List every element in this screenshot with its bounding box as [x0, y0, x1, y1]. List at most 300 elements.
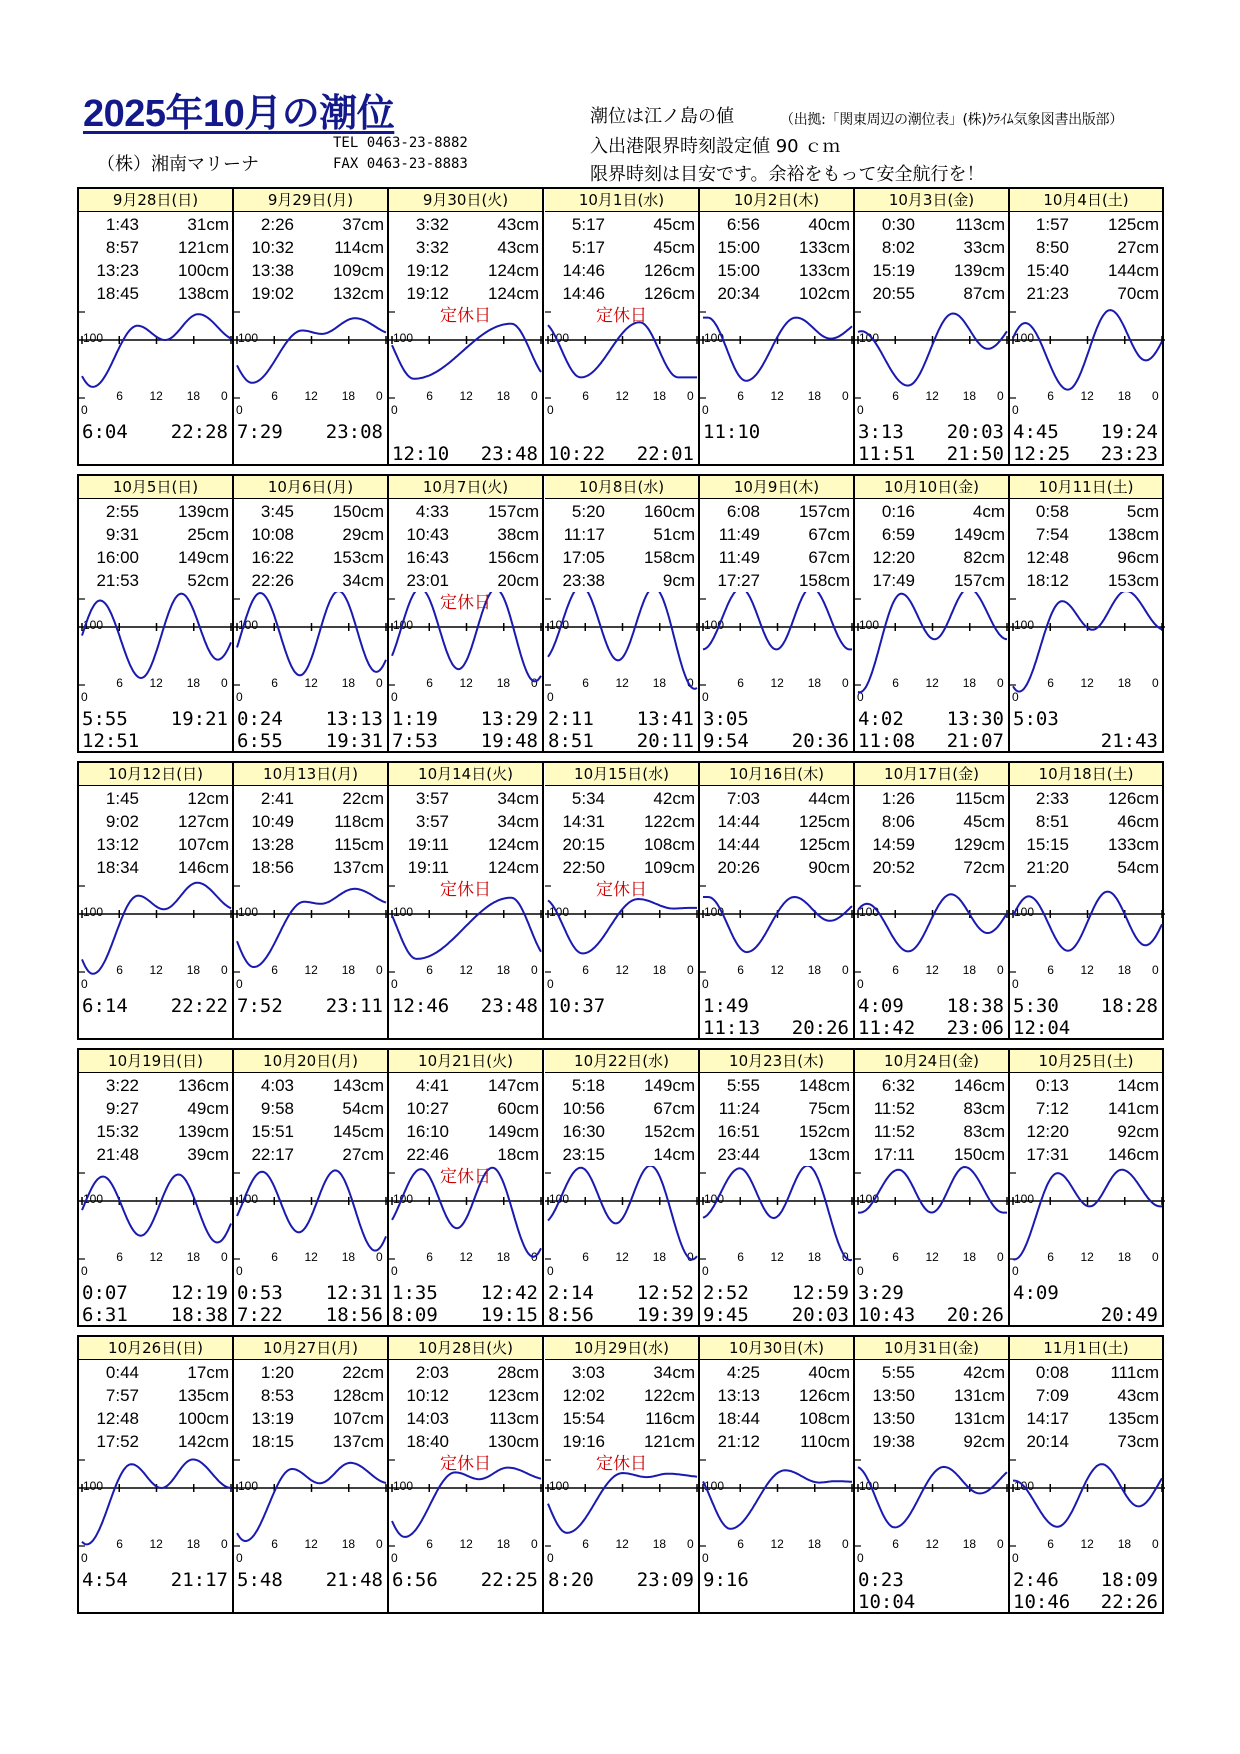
tide-curve-graph: [234, 879, 389, 994]
tide-level: 133cm: [798, 238, 850, 257]
tide-entry: [1010, 236, 1162, 259]
tide-list: [79, 1074, 232, 1166]
tide-time: 1:26: [881, 789, 915, 808]
tide-level: 135cm: [177, 1386, 229, 1405]
day-date-header: 10月3日(金): [855, 189, 1008, 212]
day-cell: [1010, 476, 1162, 751]
tide-level: 42cm: [653, 789, 695, 808]
tide-time: 8:57: [105, 238, 139, 257]
hour-0-label: 0: [221, 676, 228, 690]
hour-6-label: 6: [582, 1537, 589, 1551]
level-0-label: 0: [547, 1264, 554, 1278]
tide-curve: [703, 897, 852, 952]
tide-time: 5:17: [571, 238, 605, 257]
hour-6-label: 6: [116, 1537, 123, 1551]
tide-level: 150cm: [953, 1145, 1005, 1164]
limit-time: 2:11: [548, 708, 594, 730]
tide-curve-graph: [79, 879, 234, 994]
tide-time: 19:02: [251, 284, 294, 303]
tide-level: 18cm: [497, 1145, 539, 1164]
day-cell: [79, 189, 234, 464]
limit-time: 13:41: [636, 708, 694, 730]
hour-12-label: 12: [459, 1537, 473, 1551]
tide-entry: [79, 236, 232, 259]
tide-level: 126cm: [643, 284, 695, 303]
level-100-label: 100: [393, 331, 414, 345]
tide-curve: [703, 318, 852, 381]
hour-18-label: 18: [1117, 389, 1132, 403]
tide-time: 20:34: [717, 284, 760, 303]
holiday-label: 定休日: [596, 880, 647, 900]
hour-6-label: 6: [1047, 1537, 1054, 1551]
limit-time: 6:14: [82, 995, 128, 1017]
tide-time: 10:32: [251, 238, 294, 257]
hour-0-label: 0: [842, 1537, 849, 1551]
hour-18-label: 18: [962, 676, 977, 690]
tide-entry: [700, 259, 853, 282]
hour-6-label: 6: [271, 389, 278, 403]
hour-6-label: 6: [271, 963, 278, 977]
day-date-header: 10月14日(火): [389, 763, 542, 786]
limit-time: 8:09: [392, 1304, 438, 1326]
limit-time: 11:08: [858, 730, 916, 752]
tide-time: 11:52: [873, 1122, 915, 1141]
tide-time: 19:11: [407, 858, 449, 877]
tide-time: 13:28: [251, 835, 294, 854]
hour-6-label: 6: [737, 389, 744, 403]
tide-level: 125cm: [798, 835, 850, 854]
tide-level: 28cm: [497, 1363, 539, 1382]
tide-level: 152cm: [643, 1122, 695, 1141]
tide-entry: [79, 833, 232, 856]
tide-level: 44cm: [808, 789, 850, 808]
level-100-label: 100: [859, 1192, 880, 1206]
day-date-header: 10月26日(日): [79, 1337, 232, 1360]
level-100-label: 100: [238, 618, 259, 632]
limit-time: 6:04: [82, 421, 128, 443]
tide-level: 143cm: [332, 1076, 384, 1095]
limit-time: 21:17: [170, 1569, 228, 1591]
tide-time: 10:27: [406, 1099, 449, 1118]
tide-level: 149cm: [643, 1076, 695, 1095]
tide-time: 17:27: [717, 571, 760, 590]
tide-time: 20:52: [872, 858, 915, 877]
tide-level: 131cm: [953, 1409, 1005, 1428]
hour-12-label: 12: [149, 676, 163, 690]
tide-level: 49cm: [187, 1099, 229, 1118]
tide-entry: [700, 1120, 853, 1143]
tide-entry: [389, 1361, 542, 1384]
day-date-header: 10月28日(火): [389, 1337, 542, 1360]
tide-curve-graph: [234, 1453, 389, 1568]
tide-list: [855, 787, 1008, 879]
tide-entry: [389, 1074, 542, 1097]
hour-0-label: 0: [687, 1537, 694, 1551]
limit-time: 8:56: [548, 1304, 594, 1326]
day-date-header: 10月8日(水): [545, 476, 698, 499]
tide-entry: [79, 1143, 232, 1166]
tide-curve: [858, 1467, 1007, 1528]
page-title: 2025年10月の潮位: [83, 93, 395, 135]
tide-time: 12:20: [1026, 1122, 1069, 1141]
tide-entry: [855, 787, 1008, 810]
hour-18-label: 18: [807, 1250, 822, 1264]
tide-level: 118cm: [334, 812, 384, 831]
tide-time: 11:17: [563, 525, 605, 544]
limit-time: 4:02: [858, 708, 904, 730]
tide-time: 1:57: [1035, 215, 1069, 234]
tide-entry: [79, 259, 232, 282]
tide-time: 6:56: [726, 215, 760, 234]
hour-0-label: 0: [687, 389, 694, 403]
hour-18-label: 18: [962, 963, 977, 977]
tide-entry: [700, 569, 853, 592]
level-100-label: 100: [704, 905, 725, 919]
tide-entry: [545, 500, 698, 523]
limit-time: 19:39: [636, 1304, 694, 1326]
hour-6-label: 6: [271, 1537, 278, 1551]
tide-time: 0:58: [1035, 502, 1069, 521]
week-row: [77, 187, 1164, 466]
hour-18-label: 18: [807, 676, 822, 690]
tide-level: 22cm: [342, 1363, 384, 1382]
tide-entry: [1010, 1074, 1162, 1097]
tide-time: 2:41: [260, 789, 294, 808]
tide-time: 14:46: [562, 284, 605, 303]
tide-time: 1:43: [105, 215, 139, 234]
tide-curve-graph: [545, 1166, 700, 1281]
hour-0-label: 0: [687, 963, 694, 977]
tide-level: 9cm: [662, 571, 695, 590]
tide-level: 20cm: [497, 571, 539, 590]
tide-time: 10:49: [251, 812, 294, 831]
tide-level: 92cm: [963, 1432, 1005, 1451]
day-date-header: 10月15日(水): [545, 763, 698, 786]
limit-time: 21:50: [946, 443, 1004, 465]
level-0-label: 0: [391, 690, 398, 704]
limit-time: 9:54: [703, 730, 749, 752]
tide-level: 51cm: [653, 525, 695, 544]
limit-time: 23:48: [480, 443, 538, 465]
tide-time: 23:15: [562, 1145, 605, 1164]
hour-18-label: 18: [186, 963, 201, 977]
hour-12-label: 12: [770, 1250, 784, 1264]
hour-18-label: 18: [962, 1250, 977, 1264]
tide-level: 148cm: [798, 1076, 850, 1095]
tide-curve: [82, 314, 231, 387]
tide-level: 113cm: [955, 215, 1005, 234]
level-0-label: 0: [857, 403, 864, 417]
limit-time: 20:49: [1100, 1304, 1158, 1326]
tide-level: 126cm: [1107, 789, 1159, 808]
hour-12-label: 12: [925, 676, 939, 690]
tide-level: 34cm: [342, 571, 384, 590]
hour-0-label: 0: [376, 1250, 383, 1264]
limit-time: 9:16: [703, 1569, 749, 1591]
day-cell: [1010, 763, 1162, 1038]
tide-time: 19:16: [562, 1432, 605, 1451]
tide-entry: [1010, 787, 1162, 810]
tide-curve-graph: [700, 592, 855, 707]
hour-0-label: 0: [997, 1537, 1004, 1551]
tide-time: 16:43: [406, 548, 449, 567]
tide-level: 127cm: [177, 812, 229, 831]
tide-time: 0:30: [881, 215, 915, 234]
limit-time: 12:31: [325, 1282, 383, 1304]
tide-entry: [234, 1143, 387, 1166]
day-date-header: 10月22日(水): [545, 1050, 698, 1073]
limit-time: 10:04: [858, 1591, 916, 1613]
tide-level: 67cm: [808, 548, 850, 567]
tide-time: 14:17: [1026, 1409, 1069, 1428]
tide-level: 17cm: [187, 1363, 229, 1382]
tide-time: 6:08: [726, 502, 760, 521]
tide-entry: [855, 259, 1008, 282]
tide-entry: [855, 282, 1008, 305]
tide-entry: [234, 833, 387, 856]
level-0-label: 0: [236, 690, 243, 704]
tide-entry: [700, 213, 853, 236]
tide-curve-graph: [700, 1166, 855, 1281]
hour-12-label: 12: [770, 1537, 784, 1551]
limit-time: 0:07: [82, 1282, 128, 1304]
day-cell: [234, 476, 389, 751]
tel-number: TEL 0463-23-8882: [333, 135, 468, 151]
tide-entry: [389, 1097, 542, 1120]
tide-time: 4:33: [415, 502, 449, 521]
hour-6-label: 6: [116, 389, 123, 403]
tide-level: 109cm: [643, 858, 695, 877]
tide-level: 122cm: [643, 812, 695, 831]
hour-12-label: 12: [615, 1537, 629, 1551]
tide-level: 133cm: [1107, 835, 1159, 854]
tide-list: [700, 787, 853, 879]
tide-time: 10:56: [562, 1099, 605, 1118]
tide-time: 0:44: [105, 1363, 139, 1382]
tide-entry: [79, 213, 232, 236]
level-100-label: 100: [1014, 618, 1035, 632]
week-row: [77, 1048, 1164, 1327]
tide-time: 20:14: [1026, 1432, 1069, 1451]
hour-0-label: 0: [997, 676, 1004, 690]
hour-0-label: 0: [1152, 1250, 1159, 1264]
tide-entry: [700, 523, 853, 546]
hour-12-label: 12: [925, 1537, 939, 1551]
level-100-label: 100: [859, 618, 880, 632]
day-cell: [855, 763, 1010, 1038]
hour-18-label: 18: [186, 676, 201, 690]
level-0-label: 0: [857, 977, 864, 991]
hour-0-label: 0: [531, 1250, 538, 1264]
tide-curve-graph: [545, 592, 700, 707]
tide-entry: [389, 546, 542, 569]
tide-level: 142cm: [177, 1432, 229, 1451]
tide-time: 21:12: [717, 1432, 760, 1451]
tide-time: 1:45: [105, 789, 139, 808]
tide-list: [1010, 1361, 1162, 1453]
day-date-header: 9月30日(火): [389, 189, 542, 212]
hour-6-label: 6: [116, 676, 123, 690]
tide-entry: [545, 213, 698, 236]
limit-time: 21:48: [325, 1569, 383, 1591]
hour-18-label: 18: [1117, 1537, 1132, 1551]
day-cell: [234, 1337, 389, 1612]
tide-level: 126cm: [643, 261, 695, 280]
day-date-header: 10月9日(木): [700, 476, 853, 499]
hour-0-label: 0: [531, 389, 538, 403]
hour-0-label: 0: [221, 389, 228, 403]
tide-time: 13:50: [872, 1386, 915, 1405]
tide-entry: [700, 546, 853, 569]
tide-entry: [234, 1361, 387, 1384]
hour-6-label: 6: [426, 963, 433, 977]
day-cell: [855, 189, 1010, 464]
level-100-label: 100: [549, 1192, 570, 1206]
day-cell: [855, 1050, 1010, 1325]
tide-time: 15:00: [717, 238, 760, 257]
tide-curve-graph: [79, 305, 234, 420]
hour-12-label: 12: [615, 389, 629, 403]
day-date-header: 9月28日(日): [79, 189, 232, 212]
tide-entry: [389, 500, 542, 523]
level-0-label: 0: [81, 690, 88, 704]
tide-time: 7:03: [726, 789, 760, 808]
tide-time: 14:44: [717, 835, 760, 854]
tide-list: [855, 1361, 1008, 1453]
tide-time: 18:40: [406, 1432, 449, 1451]
level-0-label: 0: [391, 977, 398, 991]
tide-time: 20:26: [717, 858, 760, 877]
tide-entry: [79, 1384, 232, 1407]
hour-12-label: 12: [304, 676, 318, 690]
limit-time: 23:09: [636, 1569, 694, 1591]
tide-curve-graph: [234, 592, 389, 707]
tide-entry: [1010, 500, 1162, 523]
tide-curve-graph: [1010, 879, 1165, 994]
tide-list: [1010, 500, 1162, 592]
level-0-label: 0: [702, 403, 709, 417]
tide-time: 18:15: [251, 1432, 294, 1451]
hour-18-label: 18: [807, 389, 822, 403]
tide-list: [389, 500, 542, 592]
day-cell: [79, 1050, 234, 1325]
day-date-header: 10月1日(水): [545, 189, 698, 212]
limit-time: 7:53: [392, 730, 438, 752]
hour-6-label: 6: [737, 963, 744, 977]
tide-level: 149cm: [177, 548, 229, 567]
limit-time: 11:10: [703, 421, 761, 443]
tide-level: 100cm: [177, 1409, 229, 1428]
tide-entry: [700, 236, 853, 259]
hour-12-label: 12: [1080, 389, 1094, 403]
week-row: [77, 761, 1164, 1040]
limit-time: 20:03: [791, 1304, 849, 1326]
level-100-label: 100: [1014, 331, 1035, 345]
hour-6-label: 6: [1047, 676, 1054, 690]
level-0-label: 0: [702, 1551, 709, 1565]
hour-6-label: 6: [582, 1250, 589, 1264]
hour-0-label: 0: [842, 1250, 849, 1264]
level-100-label: 100: [1014, 905, 1035, 919]
level-100-label: 100: [859, 331, 880, 345]
tide-level: 29cm: [342, 525, 384, 544]
tide-entry: [234, 546, 387, 569]
level-100-label: 100: [238, 905, 259, 919]
tide-list: [79, 1361, 232, 1453]
tide-entry: [1010, 1407, 1162, 1430]
tide-level: 157cm: [798, 502, 850, 521]
tide-level: 90cm: [808, 858, 850, 877]
hour-18-label: 18: [496, 1250, 511, 1264]
tide-time: 16:10: [406, 1122, 449, 1141]
hour-6-label: 6: [892, 389, 899, 403]
tide-time: 13:23: [96, 261, 139, 280]
level-100-label: 100: [704, 1192, 725, 1206]
tide-entry: [1010, 833, 1162, 856]
tide-entry: [1010, 856, 1162, 879]
tide-list: [234, 1074, 387, 1166]
tide-level: 115cm: [955, 789, 1005, 808]
hour-18-label: 18: [341, 676, 356, 690]
tide-curve: [237, 318, 386, 383]
tide-entry: [545, 1361, 698, 1384]
day-date-header: 10月7日(火): [389, 476, 542, 499]
tide-list: [234, 787, 387, 879]
tide-level: 43cm: [497, 238, 539, 257]
tide-level: 39cm: [187, 1145, 229, 1164]
level-0-label: 0: [236, 1551, 243, 1565]
limit-time: 19:31: [325, 730, 383, 752]
limit-time: 2:52: [703, 1282, 749, 1304]
tide-list: [700, 1074, 853, 1166]
tide-entry: [700, 787, 853, 810]
level-100-label: 100: [1014, 1192, 1035, 1206]
limit-time: 7:29: [237, 421, 283, 443]
tide-curve-graph: [700, 1453, 855, 1568]
limit-time: 2:46: [1013, 1569, 1059, 1591]
hour-6-label: 6: [582, 676, 589, 690]
tide-level: 136cm: [177, 1076, 229, 1095]
hour-0-label: 0: [1152, 676, 1159, 690]
tide-time: 15:00: [717, 261, 760, 280]
tide-curve: [1013, 1170, 1162, 1260]
tide-entry: [855, 213, 1008, 236]
tide-entry: [700, 1361, 853, 1384]
day-date-header: 11月1日(土): [1010, 1337, 1162, 1360]
day-date-header: 10月24日(金): [855, 1050, 1008, 1073]
day-cell: [1010, 1337, 1162, 1612]
tide-entry: [79, 1361, 232, 1384]
tide-time: 2:33: [1035, 789, 1069, 808]
tide-time: 9:31: [105, 525, 139, 544]
tide-list: [700, 213, 853, 305]
tide-entry: [855, 1384, 1008, 1407]
tide-time: 3:45: [260, 502, 294, 521]
tide-time: 21:53: [96, 571, 139, 590]
tide-time: 23:01: [406, 571, 449, 590]
tide-level: 131cm: [953, 1386, 1005, 1405]
tide-entry: [389, 213, 542, 236]
tide-list: [1010, 1074, 1162, 1166]
tide-level: 102cm: [798, 284, 850, 303]
tide-time: 20:55: [872, 284, 915, 303]
tide-entry: [700, 1074, 853, 1097]
tide-time: 14:44: [717, 812, 760, 831]
tide-time: 15:51: [251, 1122, 294, 1141]
tide-entry: [1010, 259, 1162, 282]
tide-time: 7:54: [1035, 525, 1069, 544]
tide-entry: [389, 259, 542, 282]
